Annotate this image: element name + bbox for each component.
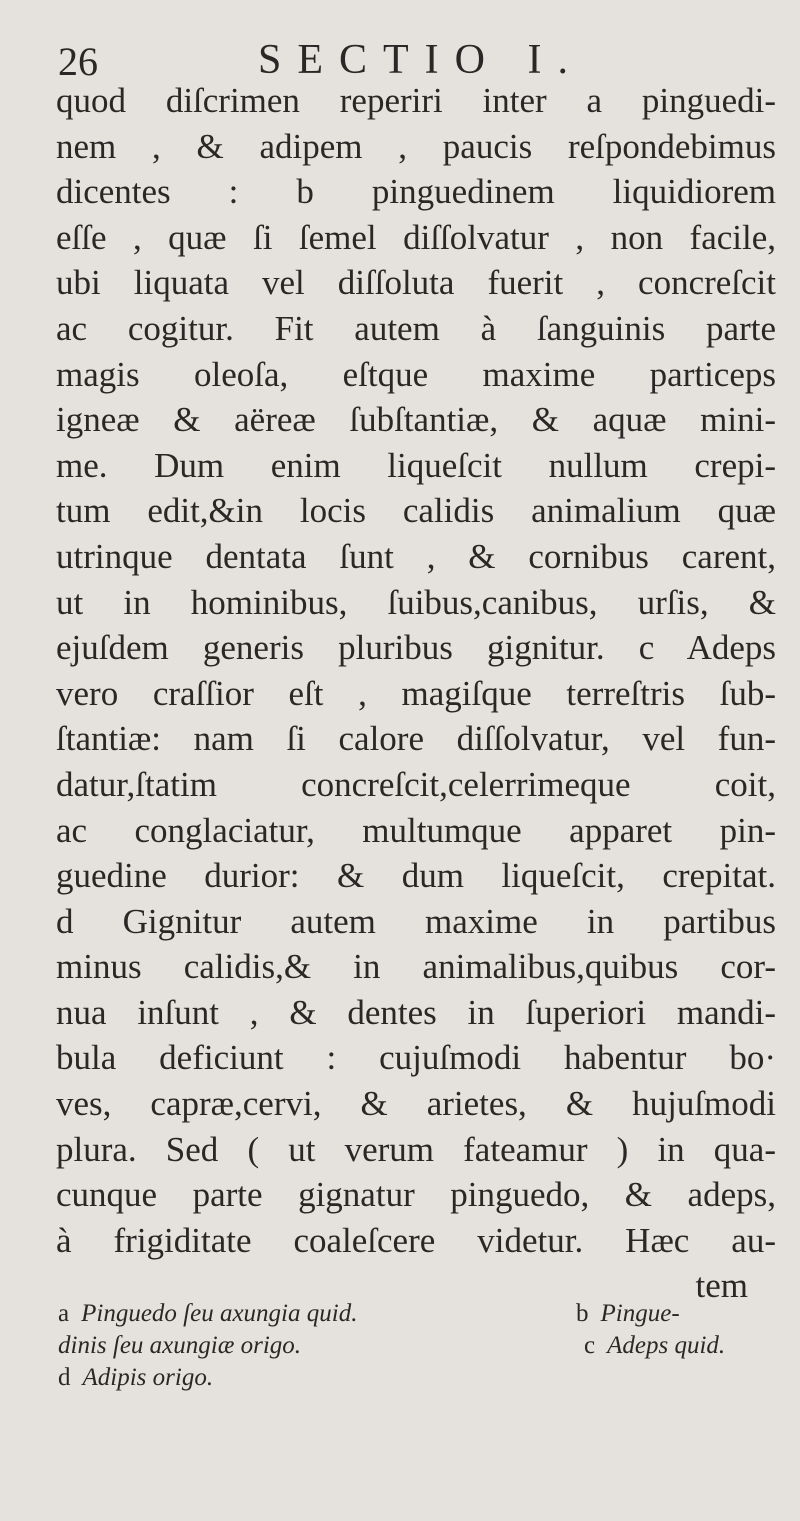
text-line: d Gignitur autem maxime in partibus [56,901,776,941]
text-line: ac conglaciatur, multumque apparet pin- [56,810,776,850]
running-head: SECTIO I. [258,37,584,83]
text-line: igneæ & aëreæ ſubſtantiæ, & aquæ mini- [56,400,776,440]
footnote-text: Pinguedo ſeu axungia quid. [81,1300,358,1327]
text-line: cunque parte gignatur pinguedo, & adeps, [56,1175,776,1215]
footnote-key: c [584,1332,596,1359]
footnote-b-continued [58,1330,301,1362]
text-line: datur,ſtatim concreſcit,celerrimeque coit, [56,764,776,804]
text-line: tum edit,&in locis calidis animalium quæ [56,491,776,531]
text-line: nem , & adipem , paucis reſpondebimus [56,126,776,166]
footnote-a [58,1298,357,1330]
text-line: nua inſunt , & dentes in ſuperiori mandi- [56,992,776,1032]
footnote-text: Adipis origo. [82,1364,214,1391]
text-line: dicentes : b pinguedinem liquidiorem [56,172,776,212]
text-line: ut in hominibus, ſuibus,canibus, urſis, & [56,582,776,622]
footnote-text: Adeps quid. [607,1332,726,1359]
footnote-text: Pingue- [600,1300,680,1327]
footnote-key: a [58,1300,70,1327]
page-number: 26 [58,39,98,84]
catchword: tem [695,1266,748,1306]
text-line: me. Dum enim liqueſcit nullum crepi- [56,445,776,485]
text-line: ejuſdem generis pluribus gignitur. c Adeps [56,628,776,668]
text-line: magis oleoſa, eſtque maxime particeps [56,354,776,394]
text-line: guedine durior: & dum liqueſcit, crepitat. [56,856,776,896]
text-line: eſſe , quæ ſi ſemel diſſolvatur , non facile, [56,217,776,257]
body-text [56,78,776,1309]
text-line: à frigiditate coaleſcere videtur. Hæc au- [56,1220,776,1260]
text-line: ves, capræ,cervi, & arietes, & hujuſmodi [56,1084,776,1124]
text-line: minus calidis,& in animalibus,quibus cor- [56,947,776,987]
footnote-d [58,1362,213,1394]
footnote-key: d [58,1364,71,1391]
text-line: quod diſcrimen reperiri inter a pinguedi- [56,81,776,120]
marginal-notes [58,1298,748,1394]
footnote-key: b [576,1300,589,1327]
text-line: plura. Sed ( ut verum fateamur ) in qua- [56,1129,776,1169]
footnote-c [584,1330,725,1362]
text-line: ubi liquata vel diſſoluta fuerit , concreſcit [56,263,776,303]
text-line: vero craſſior eſt , magiſque terreſtris ſub- [56,673,776,713]
text-line: utrinque dentata ſunt , & cornibus carent, [56,536,776,576]
text-line: bula deficiunt : cujuſmodi habentur bo· [56,1038,776,1078]
footnote-b [576,1298,680,1330]
footnote-text: dinis ſeu axungiæ origo. [58,1332,302,1359]
text-line: ſtantiæ: nam ſi calore diſſolvatur, vel fun- [56,719,776,759]
text-line: ac cogitur. Fit autem à ſanguinis parte [56,308,776,348]
